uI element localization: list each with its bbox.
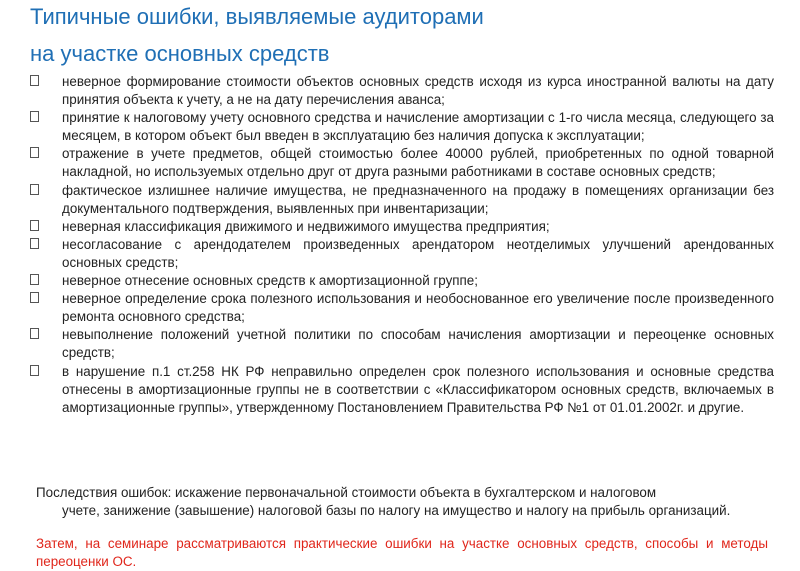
list-item: принятие к налоговому учету основного средства и начисление амортизации с 1-го числа месяца, следующего за месяцем, в котором объект был введен в эксплуатацию без наличия допуска к эксплуатации; xyxy=(28,109,774,145)
list-item: неверное определение срока полезного использования и необоснованное его увеличение после произведенного ремонта основного средства; xyxy=(28,290,774,326)
checkbox-bullet-icon xyxy=(30,292,39,303)
final-note: Затем, на семинаре рассматриваются практические ошибки на участке основных средств, способы и методы переоценки ОС. xyxy=(36,536,768,570)
checkbox-bullet-icon xyxy=(30,75,39,86)
checkbox-bullet-icon xyxy=(30,274,39,285)
list-item: фактическое излишнее наличие имущества, не предназначенного на продажу в помещениях организации без документального подтверждения, выявленных при инвентаризации; xyxy=(28,182,774,218)
list-item: неверное формирование стоимости объектов основных средств исходя из курса иностранной валюты на дату принятия объекта к учету, а не на дату перечисления аванса; xyxy=(28,73,774,109)
errors-list xyxy=(28,73,774,417)
list-item: неверное отнесение основных средств к амортизационной группе; xyxy=(28,272,774,290)
list-item: неверная классификация движимого и недвижимого имущества предприятия; xyxy=(28,218,774,236)
checkbox-bullet-icon xyxy=(30,184,39,195)
checkbox-bullet-icon xyxy=(30,111,39,122)
checkbox-bullet-icon xyxy=(30,365,39,376)
consequences-paragraph xyxy=(36,484,768,520)
slide-title-line-1: Типичные ошибки, выявляемые аудиторами xyxy=(30,4,484,29)
slide-title-line-2: на участке основных средств xyxy=(30,41,330,66)
list-item: несогласование с арендодателем произведенных арендатором неотделимых улучшений арендованных основных средств; xyxy=(28,236,774,272)
list-item: отражение в учете предметов, общей стоимостью более 40000 рублей, приобретенных по одной товарной накладной, но используемых отдельно друг от друга разными работниками в составе основных средств; xyxy=(28,145,774,181)
list-item: в нарушение п.1 ст.258 НК РФ неправильно определен срок полезного использования и основные средства отнесены в амортизационные группы не в соответствии с «Классификатором основных средств, включаемых в амортизационные группы», утвержденному Постановлением Правительства РФ №1 от 01.01.2002г. и другие. xyxy=(28,363,774,417)
consequences-first-line: Последствия ошибок: искажение первоначальной стоимости объекта в бухгалтерском и налоговом xyxy=(36,485,657,500)
checkbox-bullet-icon xyxy=(30,328,39,339)
checkbox-bullet-icon xyxy=(30,147,39,158)
consequences-continuation: учете, занижение (завышение) налоговой базы по налогу на имущество и налогу на прибыль организаций. xyxy=(62,503,731,519)
checkbox-bullet-icon xyxy=(30,238,39,249)
checkbox-bullet-icon xyxy=(30,220,39,231)
list-item: невыполнение положений учетной политики по способам начисления амортизации и переоценке основных средств; xyxy=(28,326,774,362)
